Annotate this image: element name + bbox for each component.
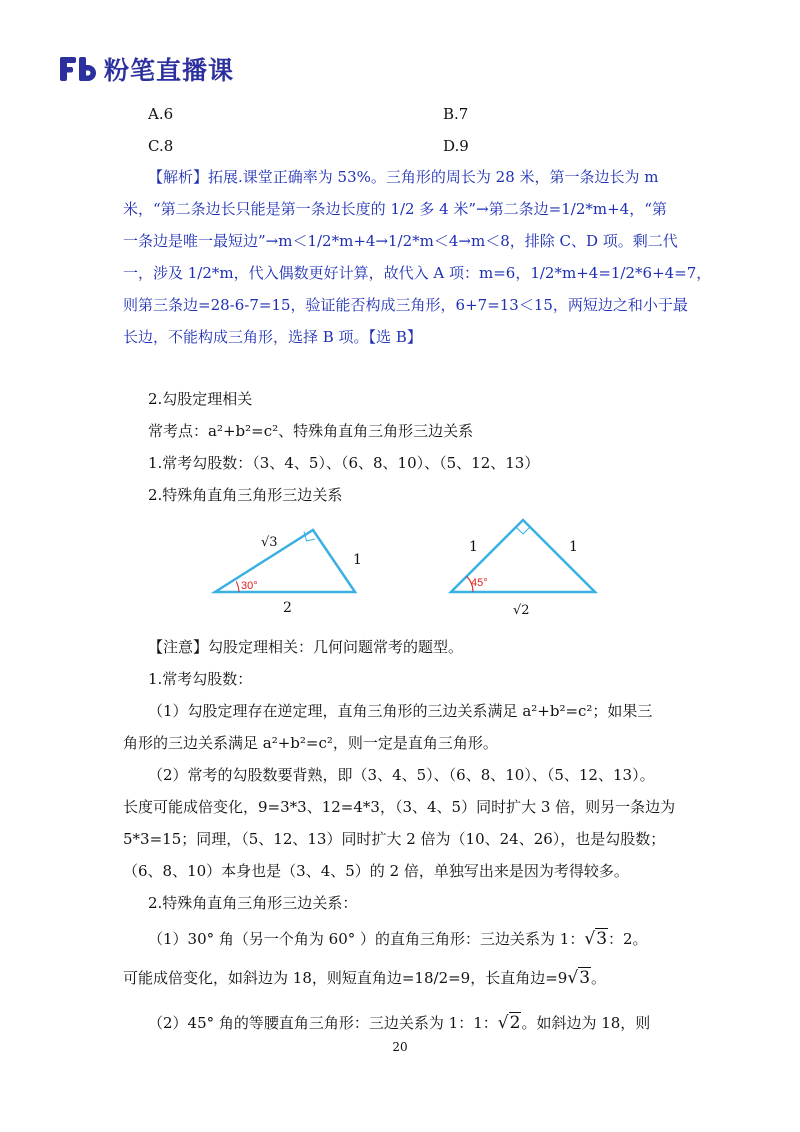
angle-arc-1 [236, 582, 239, 593]
note-p3-line-1-end: ：2。 [608, 930, 648, 948]
right-angle-mark-2 [516, 527, 530, 534]
side-label-2: 2 [283, 600, 292, 616]
angle-label-30: 30° [241, 580, 258, 592]
side-label-left-1: 1 [469, 539, 478, 555]
triangle-30 [215, 530, 355, 592]
note-p4-line-1-text: （2）45° 角的等腰直角三角形：三边关系为 1：1： [148, 1014, 498, 1032]
side-label-sqrt3: √3 [261, 535, 278, 550]
note-p2-line-2: 长度可能成倍变化，9=3*3、12=4*3，（3、4、5）同时扩大 3 倍，则另一条边为 [123, 798, 676, 816]
option-c: C.8 [148, 137, 174, 155]
option-d: D.9 [443, 137, 469, 155]
section-item-2: 2.特殊角直角三角形三边关系 [148, 486, 343, 504]
fb-logo-icon [60, 54, 98, 84]
note-heading-1: 1.常考勾股数： [148, 670, 253, 688]
note-p4-line-1-end: 。如斜边为 18，则 [521, 1014, 651, 1032]
section-title: 2.勾股定理相关 [148, 390, 253, 408]
note-p4-line-1 [148, 1013, 650, 1033]
side-label-right-1: 1 [569, 539, 578, 555]
note-p1-line-2: 角形的三边关系满足 a²+b²=c²，则一定是直角三角形。 [123, 734, 498, 752]
sqrt-3-expression-2: √3 [567, 968, 591, 988]
section-item-1: 1.常考勾股数：（3、4、5）、（6、8、10）、（5、12、13） [148, 454, 540, 472]
note-p3-line-2 [123, 968, 606, 988]
brand-name: 粉笔直播课 [104, 56, 235, 85]
note-p3-line-2-text: 可能成倍变化，如斜边为 18，则短直角边=18/2=9，长直角边=9 [123, 969, 568, 987]
angle-label-45: 45° [471, 577, 488, 589]
note-title: 【注意】勾股定理相关：几何问题常考的题型。 [148, 638, 464, 656]
header [60, 52, 234, 86]
note-heading-2: 2.特殊角直角三角形三边关系： [148, 894, 358, 912]
section-common: 常考点：a²+b²=c²、特殊角直角三角形三边关系 [148, 422, 474, 440]
note-p2-line-1: （2）常考的勾股数要背熟，即（3、4、5）、（6、8、10）、（5、12、13）。 [148, 766, 655, 784]
option-a: A.6 [148, 105, 174, 123]
triangle-figure [205, 512, 615, 628]
analysis-line-3: 一条边是唯一最短边”→m＜1/2*m+4→1/2*m＜4→m＜8，排除 C、D 项。剩二代 [123, 232, 678, 250]
side-label-sqrt2: √2 [513, 603, 530, 618]
analysis-line-5: 则第三条边=28-6-7=15，验证能否构成三角形，6+7=13＜15，两短边之和小于最 [123, 296, 688, 314]
analysis-line-1: 【解析】拓展.课堂正确率为 53%。三角形的周长为 28 米，第一条边长为 m [148, 168, 659, 186]
analysis-line-6: 长边，不能构成三角形，选择 B 项。【选 B】 [123, 328, 422, 346]
sqrt-3-expression: √3 [584, 929, 608, 949]
note-p2-line-4: （6、8、10）本身也是（3、4、5）的 2 倍，单独写出来是因为考得较多。 [123, 862, 629, 880]
analysis-line-4: 一，涉及 1/2*m，代入偶数更好计算，故代入 A 项：m=6，1/2*m+4=1/2*6+4=7， [123, 264, 712, 282]
side-label-1: 1 [353, 552, 362, 568]
option-b: B.7 [443, 105, 469, 123]
note-p3-line-1-text: （1）30° 角（另一个角为 60° ）的直角三角形：三边关系为 1： [148, 930, 585, 948]
note-p1-line-1: （1）勾股定理存在逆定理，直角三角形的三边关系满足 a²+b²=c²；如果三 [148, 702, 653, 720]
note-p3-line-2-end: 。 [591, 969, 607, 987]
note-p2-line-3: 5*3=15；同理，（5、12、13）同时扩大 2 倍为（10、24、26），也是勾股数； [123, 830, 666, 848]
note-p3-line-1 [148, 929, 648, 949]
analysis-line-2: 米，“第二条边长只能是第一条边长度的 1/2 多 4 米”→第二条边=1/2*m+4，“第 [123, 200, 667, 218]
page-number: 20 [392, 1040, 408, 1054]
sqrt-2-expression: √2 [497, 1013, 521, 1033]
